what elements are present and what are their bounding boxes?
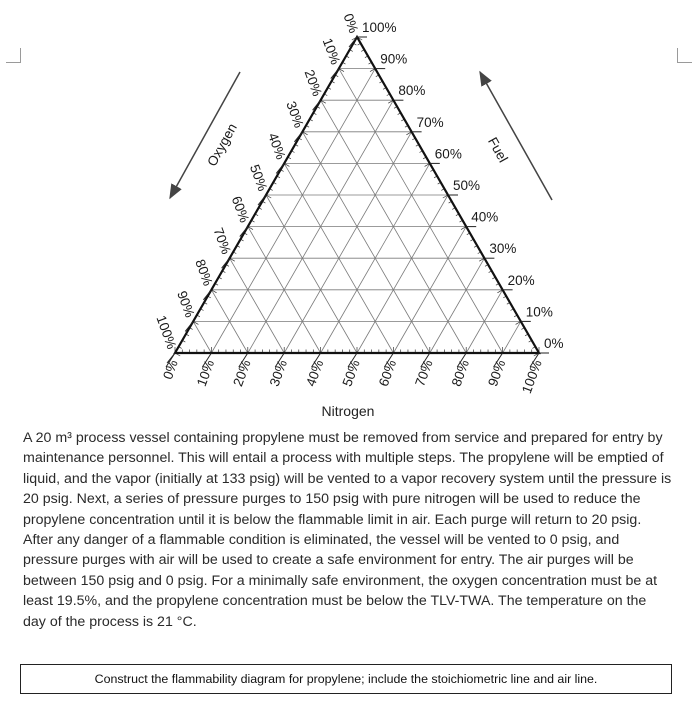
tick-labels — [153, 12, 563, 396]
nitrogen-axis-label: Nitrogen — [321, 403, 375, 419]
oxygen-tick-label: 0% — [340, 11, 362, 36]
fuel-tick-label: 0% — [544, 336, 564, 351]
fuel-tick-label: 30% — [489, 241, 517, 257]
grid-line-oxygen — [302, 132, 429, 353]
fuel-tick-label: 80% — [398, 83, 426, 99]
nitrogen-tick-label: 60% — [375, 357, 400, 389]
oxygen-tick-label: 100% — [153, 313, 180, 352]
fuel-tick-label: 90% — [380, 51, 408, 67]
task-instruction-box — [20, 664, 672, 694]
fuel-tick-label: 60% — [434, 146, 462, 162]
nitrogen-tick-label: 70% — [412, 357, 436, 389]
grid-line-oxygen — [266, 195, 357, 353]
nitrogen-tick-label: 10% — [193, 357, 218, 389]
grid-line-nitrogen — [284, 132, 411, 353]
fuel-tick-label: 70% — [416, 114, 444, 130]
grid-line-oxygen — [193, 321, 211, 353]
nitrogen-tick-label: 40% — [303, 357, 327, 389]
nitrogen-tick-label: 20% — [230, 357, 254, 389]
nitrogen-tick-label: 80% — [448, 357, 473, 389]
oxygen-tick-label: 20% — [301, 67, 325, 99]
grid-line-nitrogen — [357, 195, 448, 353]
fuel-tick-label: 10% — [525, 304, 553, 320]
fuel-tick-label: 20% — [507, 272, 535, 288]
oxygen-tick-label: 50% — [246, 162, 271, 194]
nitrogen-tick-label: 30% — [266, 357, 291, 389]
fuel-tick-label: 50% — [453, 178, 481, 193]
fuel-tick-label: 40% — [471, 209, 499, 225]
oxygen-tick-label: 10% — [319, 36, 344, 67]
oxygen-tick-label: 60% — [228, 194, 253, 225]
minor-ticks — [175, 37, 539, 356]
grid-line-oxygen — [230, 258, 285, 353]
oxygen-tick-label: 40% — [265, 130, 289, 162]
oxygen-tick-label: 70% — [210, 225, 234, 257]
oxygen-tick-label: 30% — [283, 99, 307, 130]
nitrogen-tick-label: 0% — [160, 357, 181, 382]
problem-statement — [23, 428, 673, 632]
nitrogen-tick-label: 100% — [518, 357, 545, 396]
grid-line-nitrogen — [430, 258, 485, 353]
nitrogen-tick-label: 50% — [339, 357, 363, 389]
oxygen-tick-label: 80% — [192, 257, 216, 288]
fuel-tick-label: 100% — [362, 20, 397, 35]
fuel-direction-arrow — [480, 72, 552, 200]
nitrogen-tick-label: 90% — [485, 357, 509, 389]
fuel-axis-label: Fuel — [485, 134, 511, 165]
task-instruction: Construct the flammability diagram for propylene; include the stoichiometric line and air line. — [94, 672, 598, 686]
problem-paragraph: A 20 m³ process vessel containing propylene must be removed from service and prepared for entry by maintenance personnel. This will entail a process with multiple steps. The propylene will be emptied of liquid, and the vapor (initially at 133 psig) will be vented to a vapor recovery system until the pressure is 20 psig. Next, a series of pressure purges to 150 psig with pure nitrogen will be used to reduce the propylene concentration until it is below the flammable limit in air. Each purge will return to 20 psig. After any danger of a flammable condition is eliminated, the vessel will be vented to 0 psig, and pressure purges with air will be used to create a safe environment for entry. The air purges will be between 150 psig and 0 psig. For a minimally safe environment, the oxygen concentration must be at least 19.5%, and the propylene concentration must be below the TLV-TWA. The temperature on the day of the process is 21 °C. — [23, 430, 672, 630]
grid-line-nitrogen — [503, 321, 521, 353]
oxygen-axis-label: Oxygen — [204, 120, 240, 169]
oxygen-tick-label: 90% — [174, 288, 198, 320]
